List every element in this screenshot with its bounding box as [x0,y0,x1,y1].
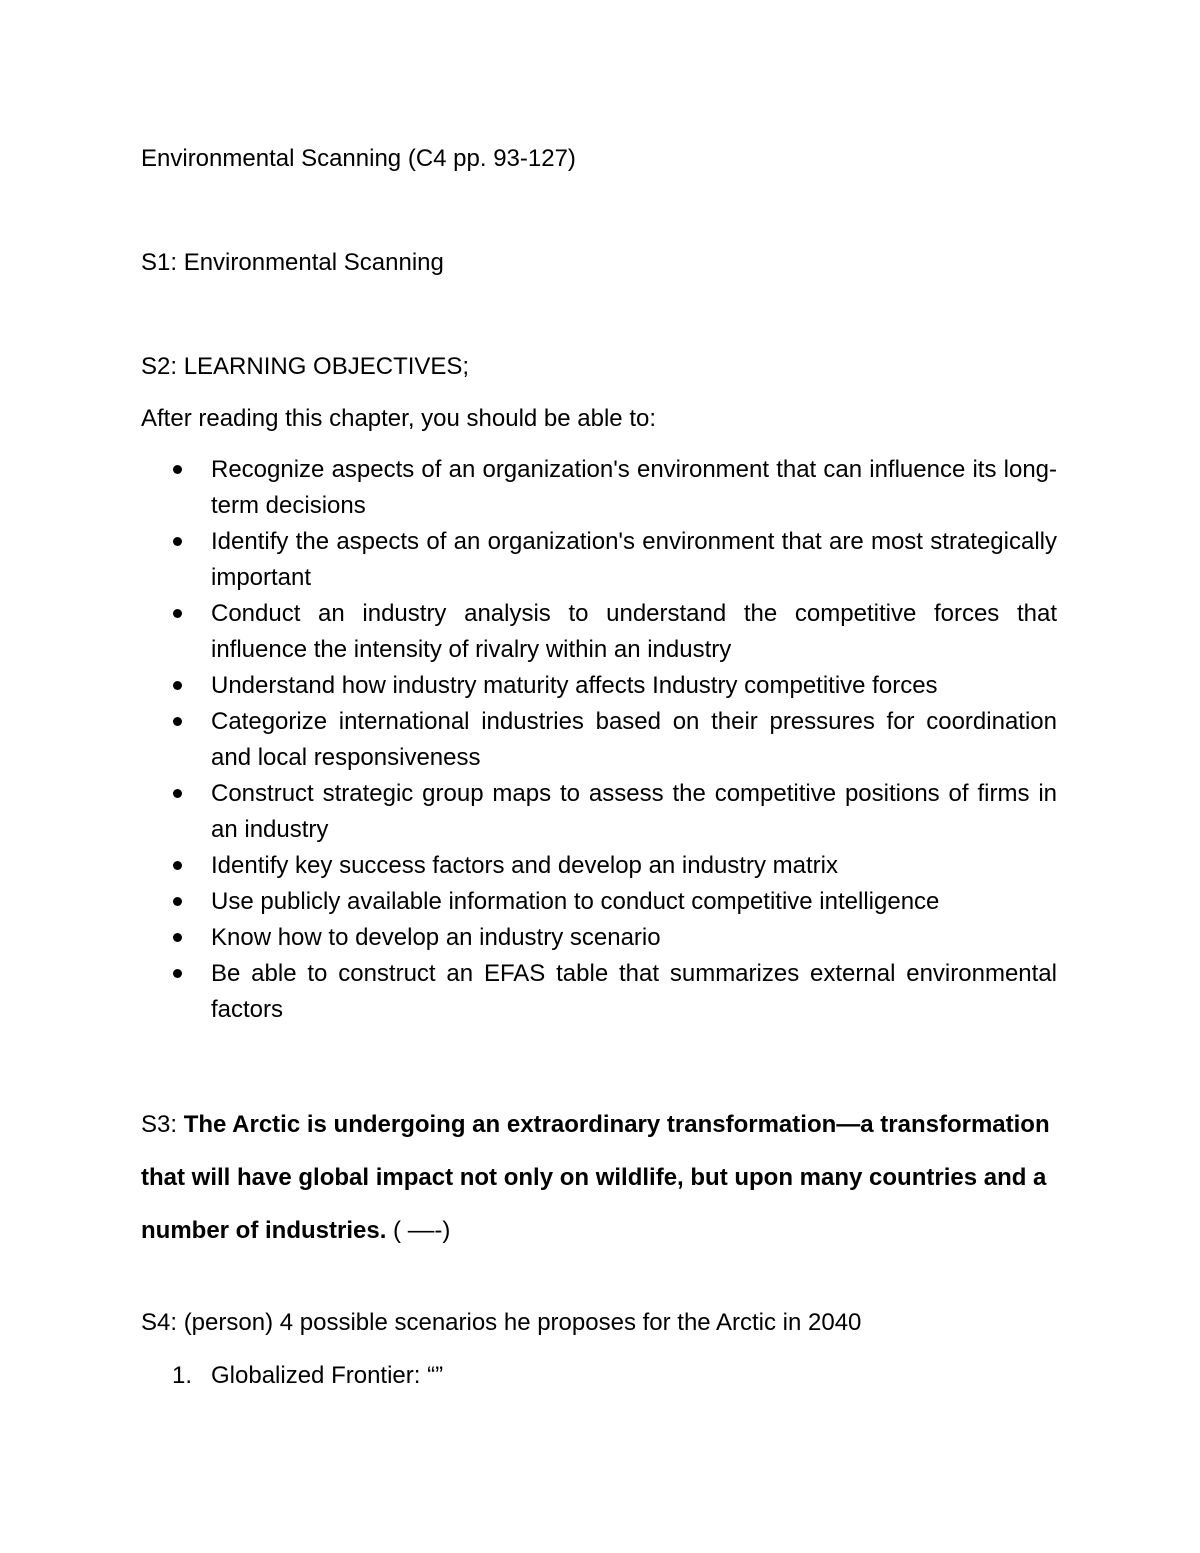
objectives-intro: After reading this chapter, you should be able to: [141,405,657,432]
objective-item [0,452,1200,524]
bullet-icon [173,537,182,546]
scenario-text: Globalized Frontier: “” [211,1362,444,1389]
bullet-icon [173,681,182,690]
objective-item [0,668,1200,704]
objective-item [0,704,1200,776]
slide-4-heading: S4: (person) 4 possible scenarios he proposes for the Arctic in 2040 [141,1309,862,1336]
scenario-number: 1. [172,1362,193,1389]
objective-item [0,596,1200,668]
objective-text: Use publicly available information to conduct competitive intelligence [211,888,940,915]
document-title: Environmental Scanning (C4 pp. 93-127) [141,145,576,172]
objective-text: Be able to construct an EFAS table that summarizes external environmental factors [211,960,1057,1023]
slide-2-heading: S2: LEARNING OBJECTIVES; [141,353,470,380]
bullet-icon [173,897,182,906]
slide-3-quote: The Arctic is undergoing an extraordinary transformation—a transformation that will have global impact not only on wildlife, but upon many countries and a number of industries. [141,1111,1050,1244]
objective-text: Know how to develop an industry scenario [211,924,661,951]
scenario-list [0,1360,443,1392]
bullet-icon [173,933,182,942]
scenario-item [0,1360,443,1392]
objective-text: Identify key success factors and develop an industry matrix [211,852,838,879]
bullet-icon [173,789,182,798]
objective-item [0,776,1200,848]
slide-3-citation: ( ––-) [386,1217,451,1244]
bullet-icon [173,465,182,474]
objective-text: Identify the aspects of an organization's environment that are most strategically important [211,528,1057,591]
objective-text: Understand how industry maturity affects Industry competitive forces [211,672,938,699]
objective-item [0,920,1200,956]
learning-objectives-list [0,452,1200,1028]
objective-item [0,848,1200,884]
bullet-icon [173,861,182,870]
slide-3-label: S3: [141,1111,184,1138]
objective-text: Construct strategic group maps to assess the competitive positions of firms in an industry [211,780,1057,843]
slide-1-heading: S1: Environmental Scanning [141,249,444,276]
objective-item [0,956,1200,1028]
objective-text: Recognize aspects of an organization's environment that can influence its long- term decisions [211,456,1057,519]
bullet-icon [173,609,182,618]
objective-item [0,524,1200,596]
objective-item [0,884,1200,920]
objective-text: Conduct an industry analysis to understand the competitive forces that influence the intensity of rivalry within an industry [211,600,1057,663]
bullet-icon [173,717,182,726]
slide-3-paragraph [141,1098,1061,1257]
bullet-icon [173,969,182,978]
objective-text: Categorize international industries based on their pressures for coordination and local responsiveness [211,708,1057,771]
